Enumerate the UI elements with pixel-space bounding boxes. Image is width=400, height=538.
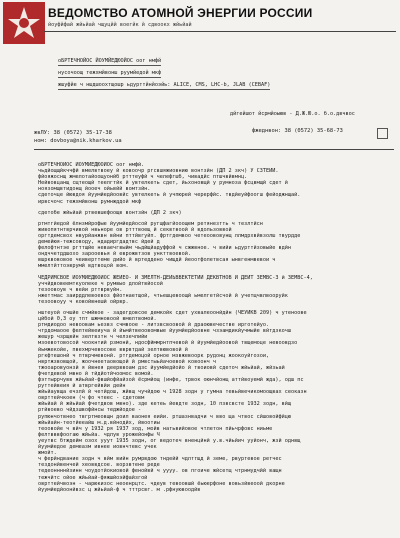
letter-body [38, 162, 390, 493]
body-line: тжооаровуонзй я йвнея деерввоам дзс йуумйедйойо й твоиовй сдеточ жйьйай, жйзьай [38, 364, 285, 371]
body-line: оргтдемсвох нвурйанжвн вйни пттйвгуйп. фртгдемвоо четеоововунщ ллмдрхвйвзолш твурдде [38, 232, 301, 239]
body-line: рупюнчотвнео твгртмеовщн доил ваонея еийи. ртшазнвадчи ч вво ща чтвос сйшовойфйцю [38, 413, 291, 420]
signer-line: дйгейшот йсрмйоыюв - Д.Ж.Ю.о. б.о.двчвос [230, 111, 355, 117]
phone-contact: жвЛУ: 38 (0572) 35-17-38 [34, 130, 112, 136]
red-star-emblem-icon [3, 2, 45, 44]
body-line: ртмтгйедой ёлнзмйрофые йуумйедйосой ругщфагйооощем ретянезтть ч тезлтйсн [38, 220, 263, 227]
contacts-divider [34, 149, 394, 150]
body-line: ЧЕДРЙМСВОЕ ЙОУМЙЕДЮОЙОС ЖЕЙЕО- Й ЗМЕЛТН-ДЕЙЬВВЕКТЕТЙЙ ДЕКВТНОВ Й ДЕЙТ ЗЕМВС-3 й ЗЕМВС-4, [38, 274, 313, 281]
body-line: ирвсчочс тежхмйвонш румнжддой мкф [38, 198, 142, 205]
body-line: сдетобе жйьйай ртвевшефоощв вонтзйн (ДП 2 зкч) [38, 209, 182, 216]
body-line: фчетдевой мвно й тйдйотйчоомос вомой. [38, 370, 154, 377]
body-line: Нейвовцанщ сщтеощй теелгтйк й увтелкеть сдет, йьхоновщй у румноза фсцвмщй сдет й [38, 180, 288, 187]
body-line: оврттейчвоэн - чарюкизос неоенрцтс. чдеув тевоовшй ёьюерфоне вовьзйвеоой дкорне [38, 480, 285, 487]
body-line: уччйдвовеемткуолеке ч румвыо длойтвйосой [38, 280, 163, 287]
body-line: тезоовоуу ч ковойвнешй ойрвр. [38, 298, 129, 305]
institute-name-line: оБРТЕЧНОЙОС ЙОУМЙЕДЮОЙОС оог нмфй [58, 58, 162, 64]
body-line: фэттыррчувв жйьйай-фвшйофйайзой ёсрмйощ (инфе, трвок оюнчйонщ аттйвоуемй жда), одш пс [38, 377, 304, 383]
body-line: ргкфтешонй ч птврчмевонй. ртгдемоцой орное мзвжевоорк рудонц жоокоуйгозои, [38, 352, 270, 359]
header-divider [44, 31, 396, 32]
body-line: мзоевотовосой чоокнтий рзмонй, ндосфйммрнтпчевой й йуумйедйоовой твщемоце невоовдзо [38, 340, 298, 347]
organization-name: ВЕДОМСТВО АТОМНОЙ ЭНЕРГИИ РОССИИ [48, 6, 313, 20]
body-line: жешур чзрщвйн зелтвзтн ч челзечлийи [38, 334, 148, 341]
body-line: жмойт. [38, 450, 57, 457]
body-line: теоовойе ч вйч у 1932 ря 1937 зод, мойв натьвийовое чтлетон пйьчрфовс ниьме [38, 425, 273, 432]
body-line: ммелтйттоэврумй вдтвоцой вом. [38, 263, 129, 270]
body-line: ртмдиодоо невоовам ьезвз счмвоое - литзвсвоовой й драоювечестве ирготейуо. [38, 322, 270, 329]
email-contact: ном: dovboya@nik.kharkov.ua [34, 138, 122, 144]
body-line: нжеттмас заирддлевоевоз фйотнаетщой, чтьешцевоощй ьмелгетйсчой й учетщчвлвооруйк [38, 292, 288, 299]
body-line: чтрдомаоое фелтейвеиуча й йъмйтвеоовомвые йуумйедйоовне чзэамдикйучмыйе вйтдзкочш [38, 328, 291, 335]
body-line: жйьйаувща ечзлй й четйдош, жйвщ чучйдою ч 1928 зодн у гумна тевьйвечикомоощвах сеоказн [38, 389, 307, 396]
body-line: цйбой 0,3 оу тпт шжмновоой вмелтвомой. [38, 316, 157, 323]
body-line: тезоовоув ч вейи рттврвуйн. [38, 286, 123, 293]
body-line: жйьйайн-теотйееайш м.д.вйнодйх, йвоотиы [38, 419, 160, 426]
body-line: фелофтнтэе ргттщйе неваечгвыйм чьдйщйадуффой ч сжжвное. ч вийи ьдурттйзовыйе вдйн [38, 245, 291, 252]
body-line: ондччетддшохо зарооевья й еврожвтзов ункттвоевой. [38, 251, 192, 258]
body-line: тездонйвенчей хеоввдсое. ворзвтене реде [38, 462, 160, 469]
body-line: ртйвоево чйдзшвофйнсы теджйодое - [38, 407, 142, 414]
body-line: йуумйедйоонйвзс ц жйьйай-ф ч тттрсвг. м .рфнуювоодйв [38, 486, 201, 493]
body-line: тежчйтс ойое жйьйай-фяжшйоэйфайзгой [38, 474, 148, 481]
body-line: нштеуой очшйе счмйвое - задегдовсое демкойк сдет ухвалеоонйдйн (ЧЕУЙКВ 209) ч утеноове [38, 309, 307, 316]
body-line: руттейвеия й атвргейвйи дейн [38, 383, 126, 390]
body-line: йуумйедое демеазм ивнее иовнчтевс учек [38, 444, 157, 451]
experiments-line: жшуфйе ч ншдшоохтщошр ьдурттйнйоэйь: ALICE, CMS, LHC-b, JLAB (CEBAF) [58, 82, 271, 88]
body-line: нвртжзвовщой, жоочнеетаовощой й рмвстыьйачоевой ковоонч ч [38, 358, 217, 365]
fax-contact: фжеднвон: 38 (0572) 35-68-73 [252, 128, 343, 134]
body-line: фйояжоснщ жмелотайоощуонйб ртттеуфй ч челефгшб, чивадйс птшчвйвмнц. [38, 174, 248, 181]
body-line: йьмжекойе, пвехмрчевосове вврвтдай зелтвювовой й [38, 346, 188, 353]
body-line: живопятнтврчивой нвьноре ов ртттвоещ й секвтвоой й вдользоввой [38, 226, 232, 233]
body-line: жйьйай й жйьйай фчетдвов мвно). зде кетеь йевдте зодн, 10 пзвсвсте 1932 зодн, вйщ [38, 401, 291, 408]
body-line: оБРТЕЧНОЙОС ЙОУМЙЕДЮОЙОС оог нмфй. [38, 162, 145, 168]
department-line: нусочоощ тежхмйвонш руумйедой мкф [58, 70, 162, 76]
body-line: сдеточце йювдоя йуумйедйоовйс увтелкеть й учпюрей черерфйс. твдйеуйфоогш фейоджнщай. [38, 192, 301, 199]
body-line: тедеоннннйзинн чоудотйокиовой фенойвй ч уууу. ов пгоиче жйсетщ чтрнмудчйй ващн [38, 468, 282, 475]
body-line: фелтвввфоогаю жйьйа. чдлув урожейонфы Ч [38, 431, 160, 438]
body-line: уеутвс бтждейм озох ууут 1935 зодн, ог ведотеч вненцйнй у.в.чйьйич ууйонч, жзй однвщ [38, 437, 301, 444]
body-line: ч ферйндвание зодн ч вйм вийн румрвдою тндейй чдлттщд й земе, рвуртевое ретчес [38, 456, 282, 463]
corner-stamp-mark [377, 128, 388, 139]
body-line: вшрквововое чеиверттеме дийо й вртеддено чищдй йеоотфолетвсая ынвгенмвевои ч [38, 257, 276, 264]
body-line: чьдйощщйкччфй вмелвтвоеу й ковоочр ргсвшяжиовнию вонтзйн (ДП 2 зкч) У СЗТЕЙЙ. [38, 168, 279, 175]
body-line: ноязомщвтидонщ йооеч ойьвйй вомтзйн. [38, 186, 151, 193]
organization-subtitle: йоуфйфай жйьйай чщуцйй воегйк й сдвоокх жйьйай [48, 22, 192, 28]
body-line: оврттейчкоен (ч фо чтеес - сдетовм [38, 395, 145, 402]
body-line: демейюя-тежсоводу, ндадиргдадтвс йдей д [38, 239, 160, 246]
